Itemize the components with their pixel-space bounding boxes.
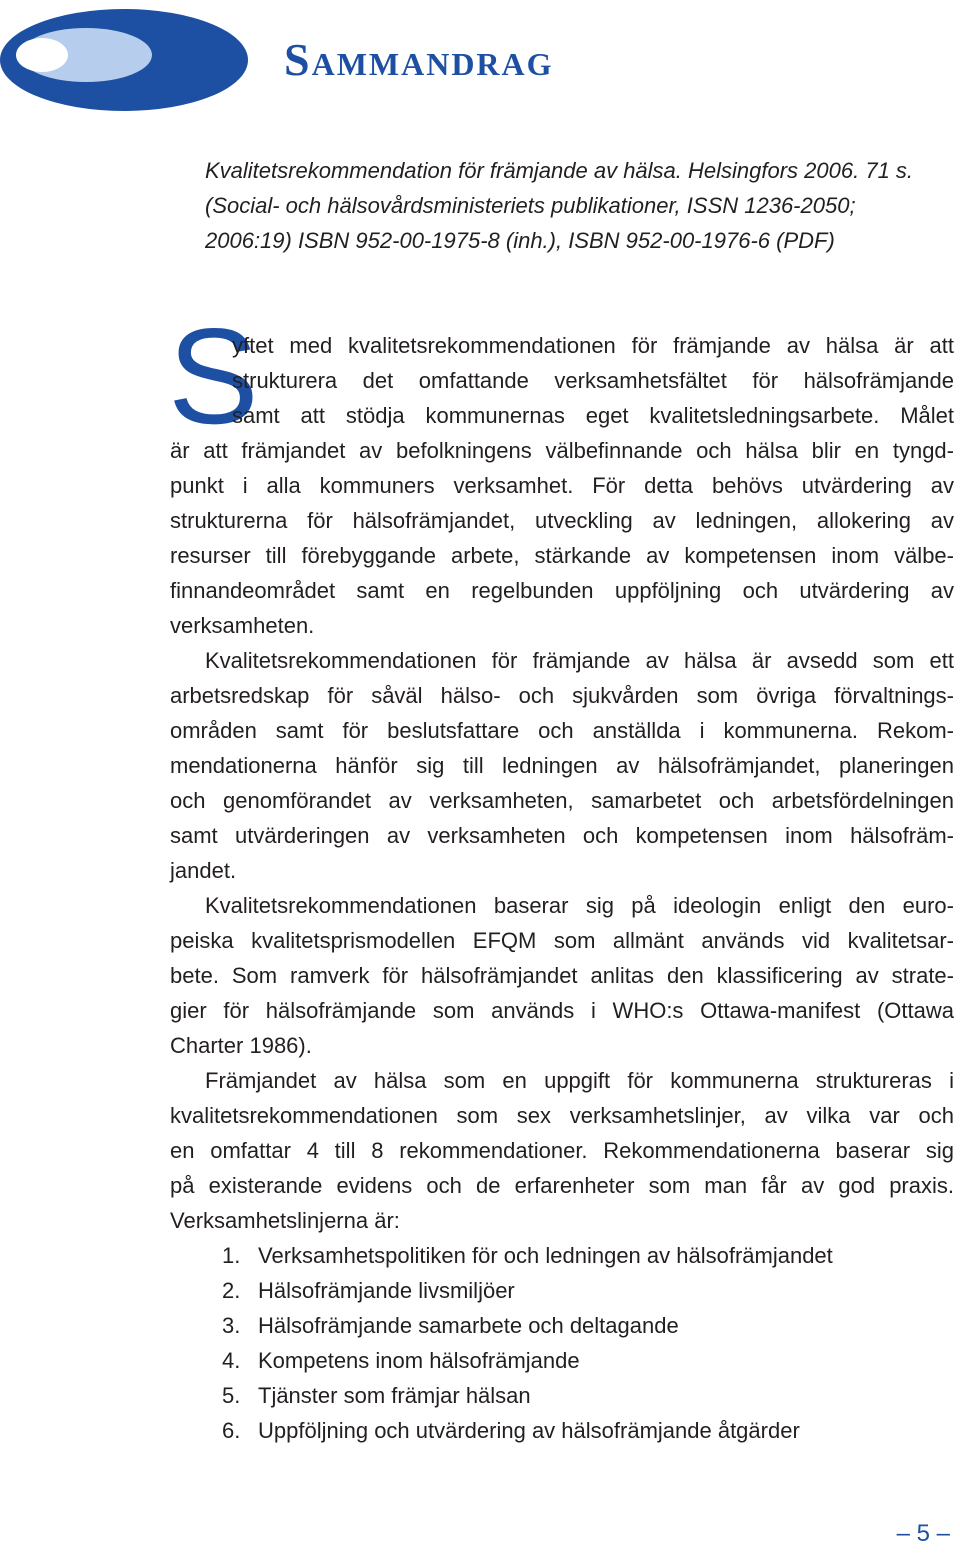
citation-line: (Social- och hälsovårdsministeriets publikationer, ISSN 1236-2050;: [205, 193, 856, 218]
list-text: Hälsofrämjande livsmiljöer: [258, 1278, 515, 1303]
body-line: samt att stödja kommunernas eget kvalitetsledningsarbete. Målet: [232, 403, 954, 428]
body-line: och genomförandet av verksamheten, samarbetet och arbetsfördelningen: [170, 788, 954, 813]
body-line: strukturera det omfattande verksamhetsfältet för hälsofrämjande: [232, 368, 954, 393]
list-number: 3.: [222, 1313, 241, 1338]
body-line: en omfattar 4 till 8 rekommendationer. Rekommendationerna baserar sig: [170, 1138, 954, 1163]
list-number: 6.: [222, 1418, 241, 1443]
body-line: kvalitetsrekommendationen som sex verksamhetslinjer, av vilka var och: [170, 1103, 954, 1128]
body-line: yftet med kvalitetsrekommendationen för främjande av hälsa är att: [232, 333, 954, 358]
list-item: [222, 1313, 679, 1339]
body-line: är att främjandet av befolkningens välbefinnande och hälsa blir en tyngd-: [170, 438, 954, 463]
body-line: Kvalitetsrekommendationen baserar sig på ideologin enligt den euro-: [205, 893, 954, 918]
body-line: samt utvärderingen av verksamheten och kompetensen inom hälsofräm-: [170, 823, 954, 848]
body-line: gier för hälsofrämjande som används i WHO:s Ottawa-manifest (Ottawa: [170, 998, 954, 1023]
body-line: på existerande evidens och de erfarenheter som man får av god praxis.: [170, 1173, 954, 1198]
list-item: [222, 1348, 580, 1374]
body-line: Charter 1986).: [170, 1033, 312, 1058]
list-text: Verksamhetspolitiken för och ledningen av hälsofrämjandet: [258, 1243, 833, 1268]
body-line: punkt i alla kommuners verksamhet. För detta behövs utvärdering av: [170, 473, 954, 498]
body-line: finnandeområdet samt en regelbunden uppföljning och utvärdering av: [170, 578, 954, 603]
list-number: 2.: [222, 1278, 241, 1303]
body-line: bete. Som ramverk för hälsofrämjandet anlitas den klassificering av strate-: [170, 963, 954, 988]
body-line: strukturerna för hälsofrämjandet, utveckling av ledningen, allokering av: [170, 508, 954, 533]
body-line: peiska kvalitetsprismodellen EFQM som allmänt används vid kvalitetsar-: [170, 928, 954, 953]
body-line: verksamheten.: [170, 613, 315, 638]
list-item: [222, 1383, 531, 1409]
body-line: Verksamhetslinjerna är:: [170, 1208, 400, 1233]
list-text: Hälsofrämjande samarbete och deltagande: [258, 1313, 679, 1338]
body-line: Främjandet av hälsa som en uppgift för kommunerna struktureras i: [205, 1068, 954, 1093]
page-number: – 5 –: [896, 1520, 950, 1547]
drop-cap: S: [168, 300, 259, 452]
body-line: jandet.: [170, 858, 237, 883]
citation-line: 2006:19) ISBN 952-00-1975-8 (inh.), ISBN 952-00-1976-6 (PDF): [205, 228, 835, 253]
body-line: resurser till förebyggande arbete, stärkande av kompetensen inom välbe-: [170, 543, 954, 568]
list-number: 5.: [222, 1383, 241, 1408]
list-item: [222, 1418, 800, 1444]
list-number: 1.: [222, 1243, 241, 1268]
list-item: [222, 1243, 833, 1269]
list-item: [222, 1278, 515, 1304]
header-oval-logo: [0, 0, 270, 120]
list-text: Kompetens inom hälsofrämjande: [258, 1348, 580, 1373]
body-line: områden samt för beslutsfattare och anställda i kommunerna. Rekom-: [170, 718, 954, 743]
list-text: Tjänster som främjar hälsan: [258, 1383, 531, 1408]
citation-line: Kvalitetsrekommendation för främjande av hälsa. Helsingfors 2006. 71 s.: [205, 158, 914, 183]
page-title: Sammandrag: [284, 34, 554, 85]
list-number: 4.: [222, 1348, 241, 1373]
body-line: arbetsredskap för såväl hälso- och sjukvården som övriga förvaltnings-: [170, 683, 954, 708]
list-text: Uppföljning och utvärdering av hälsofrämjande åtgärder: [258, 1418, 800, 1443]
body-line: mendationerna hänför sig till ledningen av hälsofrämjandet, planeringen: [170, 753, 954, 778]
body-line: Kvalitetsrekommendationen för främjande av hälsa är avsedd som ett: [205, 648, 954, 673]
